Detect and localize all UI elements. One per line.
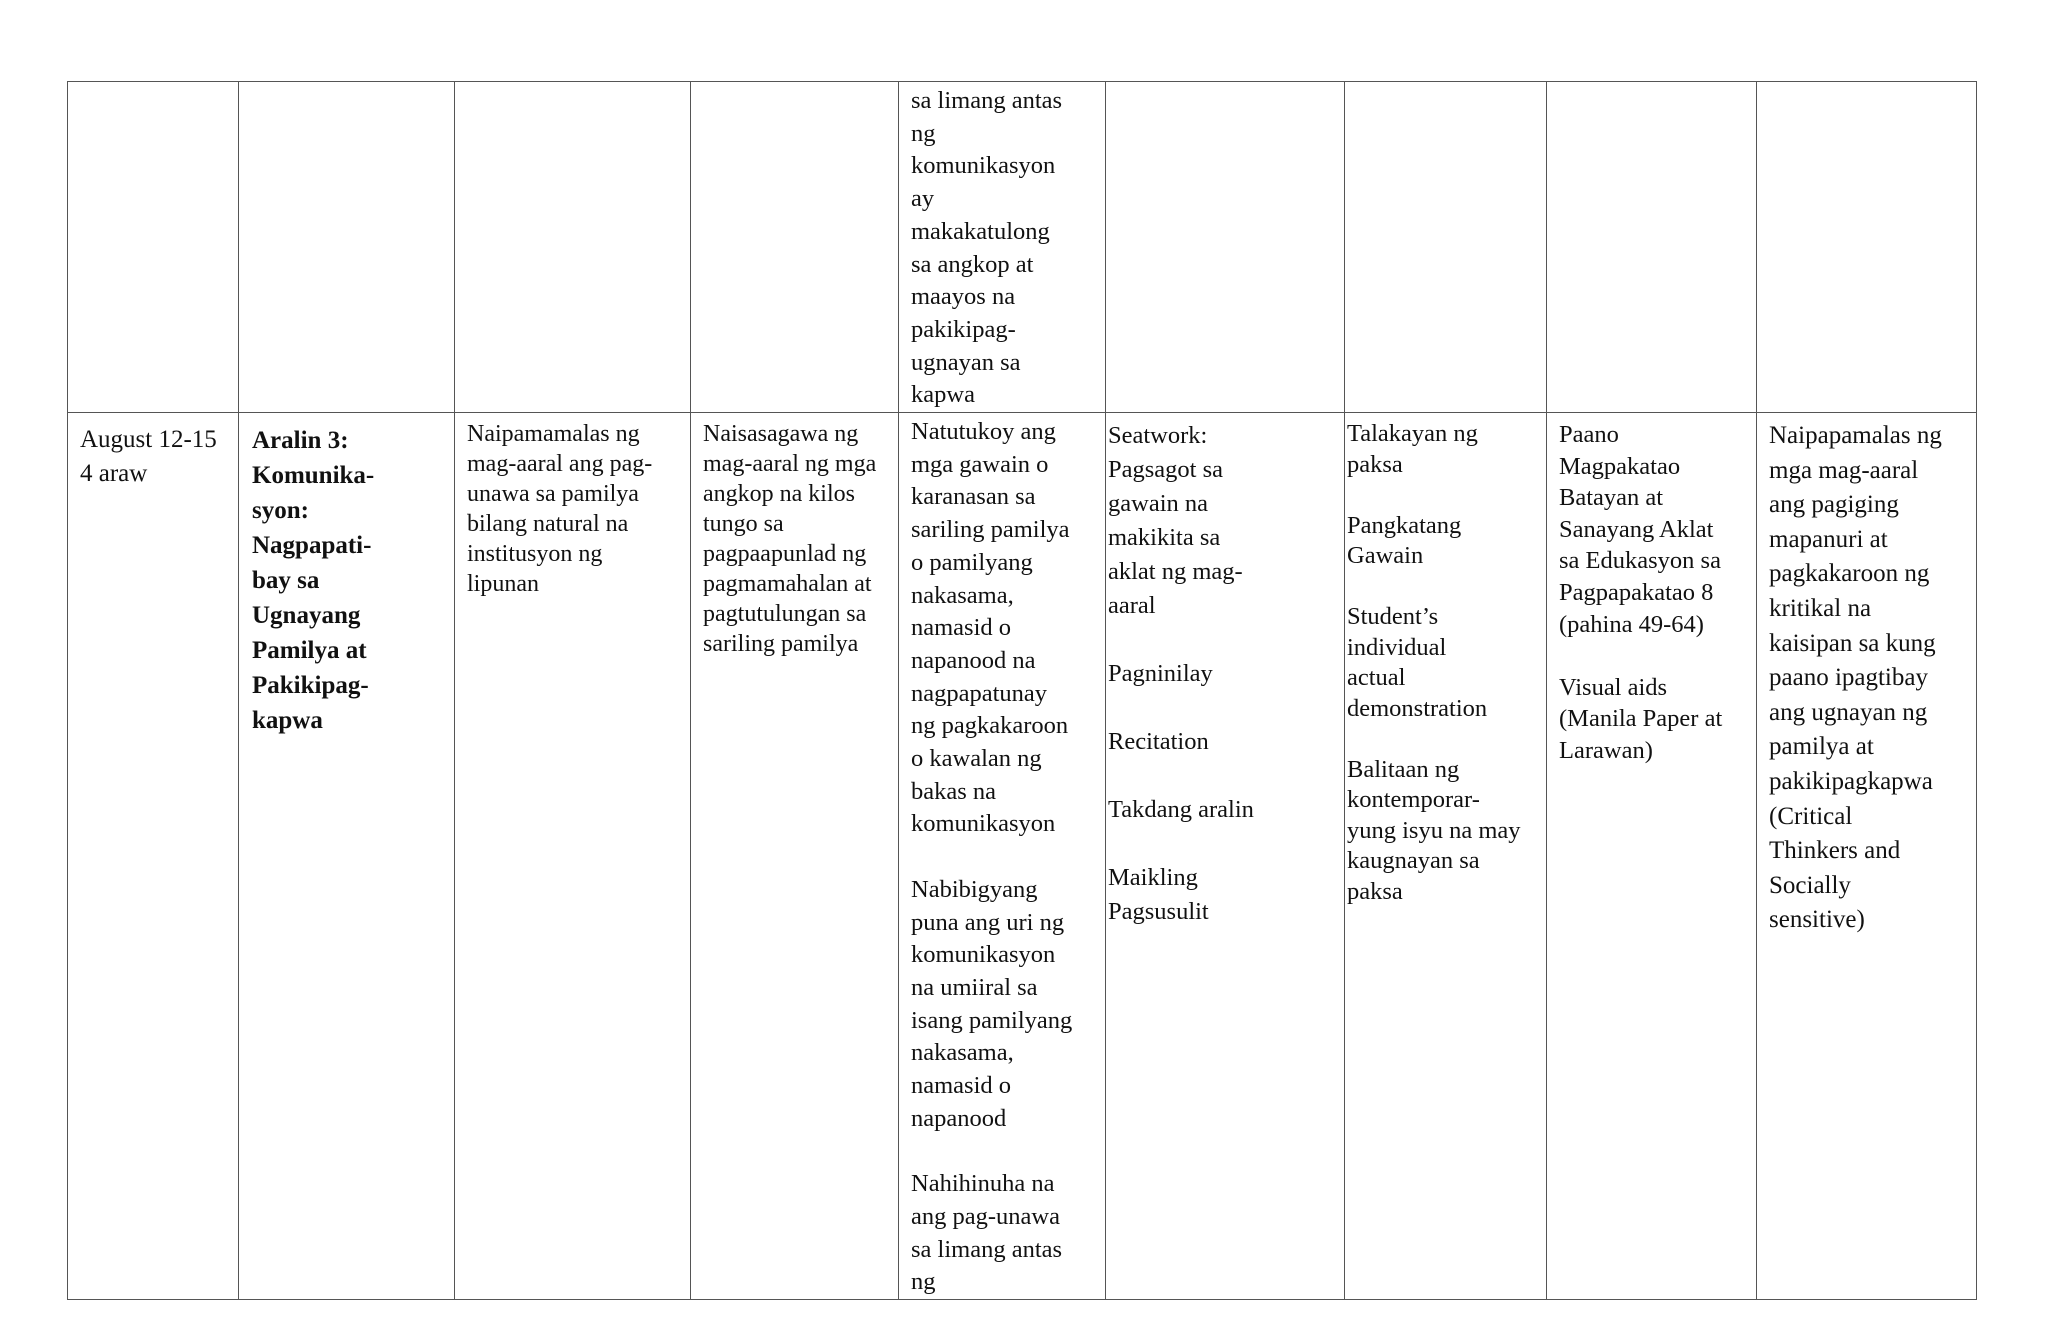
assessment-text: Seatwork: Pagsagot sa gawain na makikita sa aklat ng mag- aaral Pagninilay Recitation Takdang aralin Maikling Pagsusulit (1108, 422, 1254, 926)
date-text: August 12-15 4 araw (80, 426, 217, 488)
table-cell-performance-standard (691, 413, 899, 1300)
performance-standard-text: Naisasagawa ng mag-aaral ng mga angkop na kilos tungo sa pagpaapunlad ng pagmamahalan at pagtutulungan sa sariling pamilya (703, 421, 877, 658)
table-cell (239, 82, 455, 413)
topic-text: Aralin 3: Komunika- syon: Nagpapati- bay sa Ugnayang Pamilya at Pakikipag- kapwa (252, 427, 375, 735)
table-cell-procedure (1345, 413, 1547, 1300)
table-row (68, 82, 1977, 413)
table-cell (455, 82, 691, 413)
table-cell-objectives (899, 413, 1106, 1300)
table-cell (691, 82, 899, 413)
table-cell-values (1757, 413, 1977, 1300)
materials-text: Paano Magpakatao Batayan at Sanayang Aklat sa Edukasyon sa Pagpapakatao 8 (pahina 49-64) Visual aids (Manila Paper at Larawan) (1559, 421, 1723, 764)
table-cell-materials (1547, 413, 1757, 1300)
values-text: Naipapamalas ng mga mag-aaral ang pagiging mapanuri at pagkakaroon ng kritikal na kaisipan sa kung paano ipagtibay ang ugnayan ng pamilya at pakikipagkapwa (Critical Thinkers and Socially sensitive) (1769, 422, 1942, 934)
table-cell (1757, 82, 1977, 413)
table-cell (1106, 82, 1345, 413)
table-cell-content-standard (455, 413, 691, 1300)
table-cell (1345, 82, 1547, 413)
procedure-text: Talakayan ng paksa Pangkatang Gawain Student’s individual actual demonstration Balitaan ng kontemporar- yung isyu na may kaugnayan sa paksa (1347, 420, 1521, 905)
layunin-continued-text: sa limang antas ng komunikasyon ay makakatulong sa angkop at maayos na pakikipag- ugnayan sa kapwa (911, 87, 1063, 409)
objectives-text: Natutukoy ang mga gawain o karanasan sa sariling pamilya o pamilyang nakasama, namasid o napanood na nagpapatunay ng pagkakaroon o kawalan ng bakas na komunikasyon Nabibigyang puna ang uri ng komunikasyon na umiiral sa isang pamilyang nakasama, namasid o napanood Nahihinuha na ang pag-unawa sa limang antas ng (911, 418, 1073, 1296)
table-cell (68, 82, 239, 413)
lesson-plan-table (67, 81, 1977, 1300)
table-cell (1547, 82, 1757, 413)
table-cell-date (68, 413, 239, 1300)
table-cell-assessment (1106, 413, 1345, 1300)
table-cell-layunin-continued (899, 82, 1106, 413)
table-row (68, 413, 1977, 1300)
content-standard-text: Naipamamalas ng mag-aaral ang pag- unawa sa pamilya bilang natural na institusyon ng lipunan (467, 421, 653, 598)
table-cell-topic (239, 413, 455, 1300)
